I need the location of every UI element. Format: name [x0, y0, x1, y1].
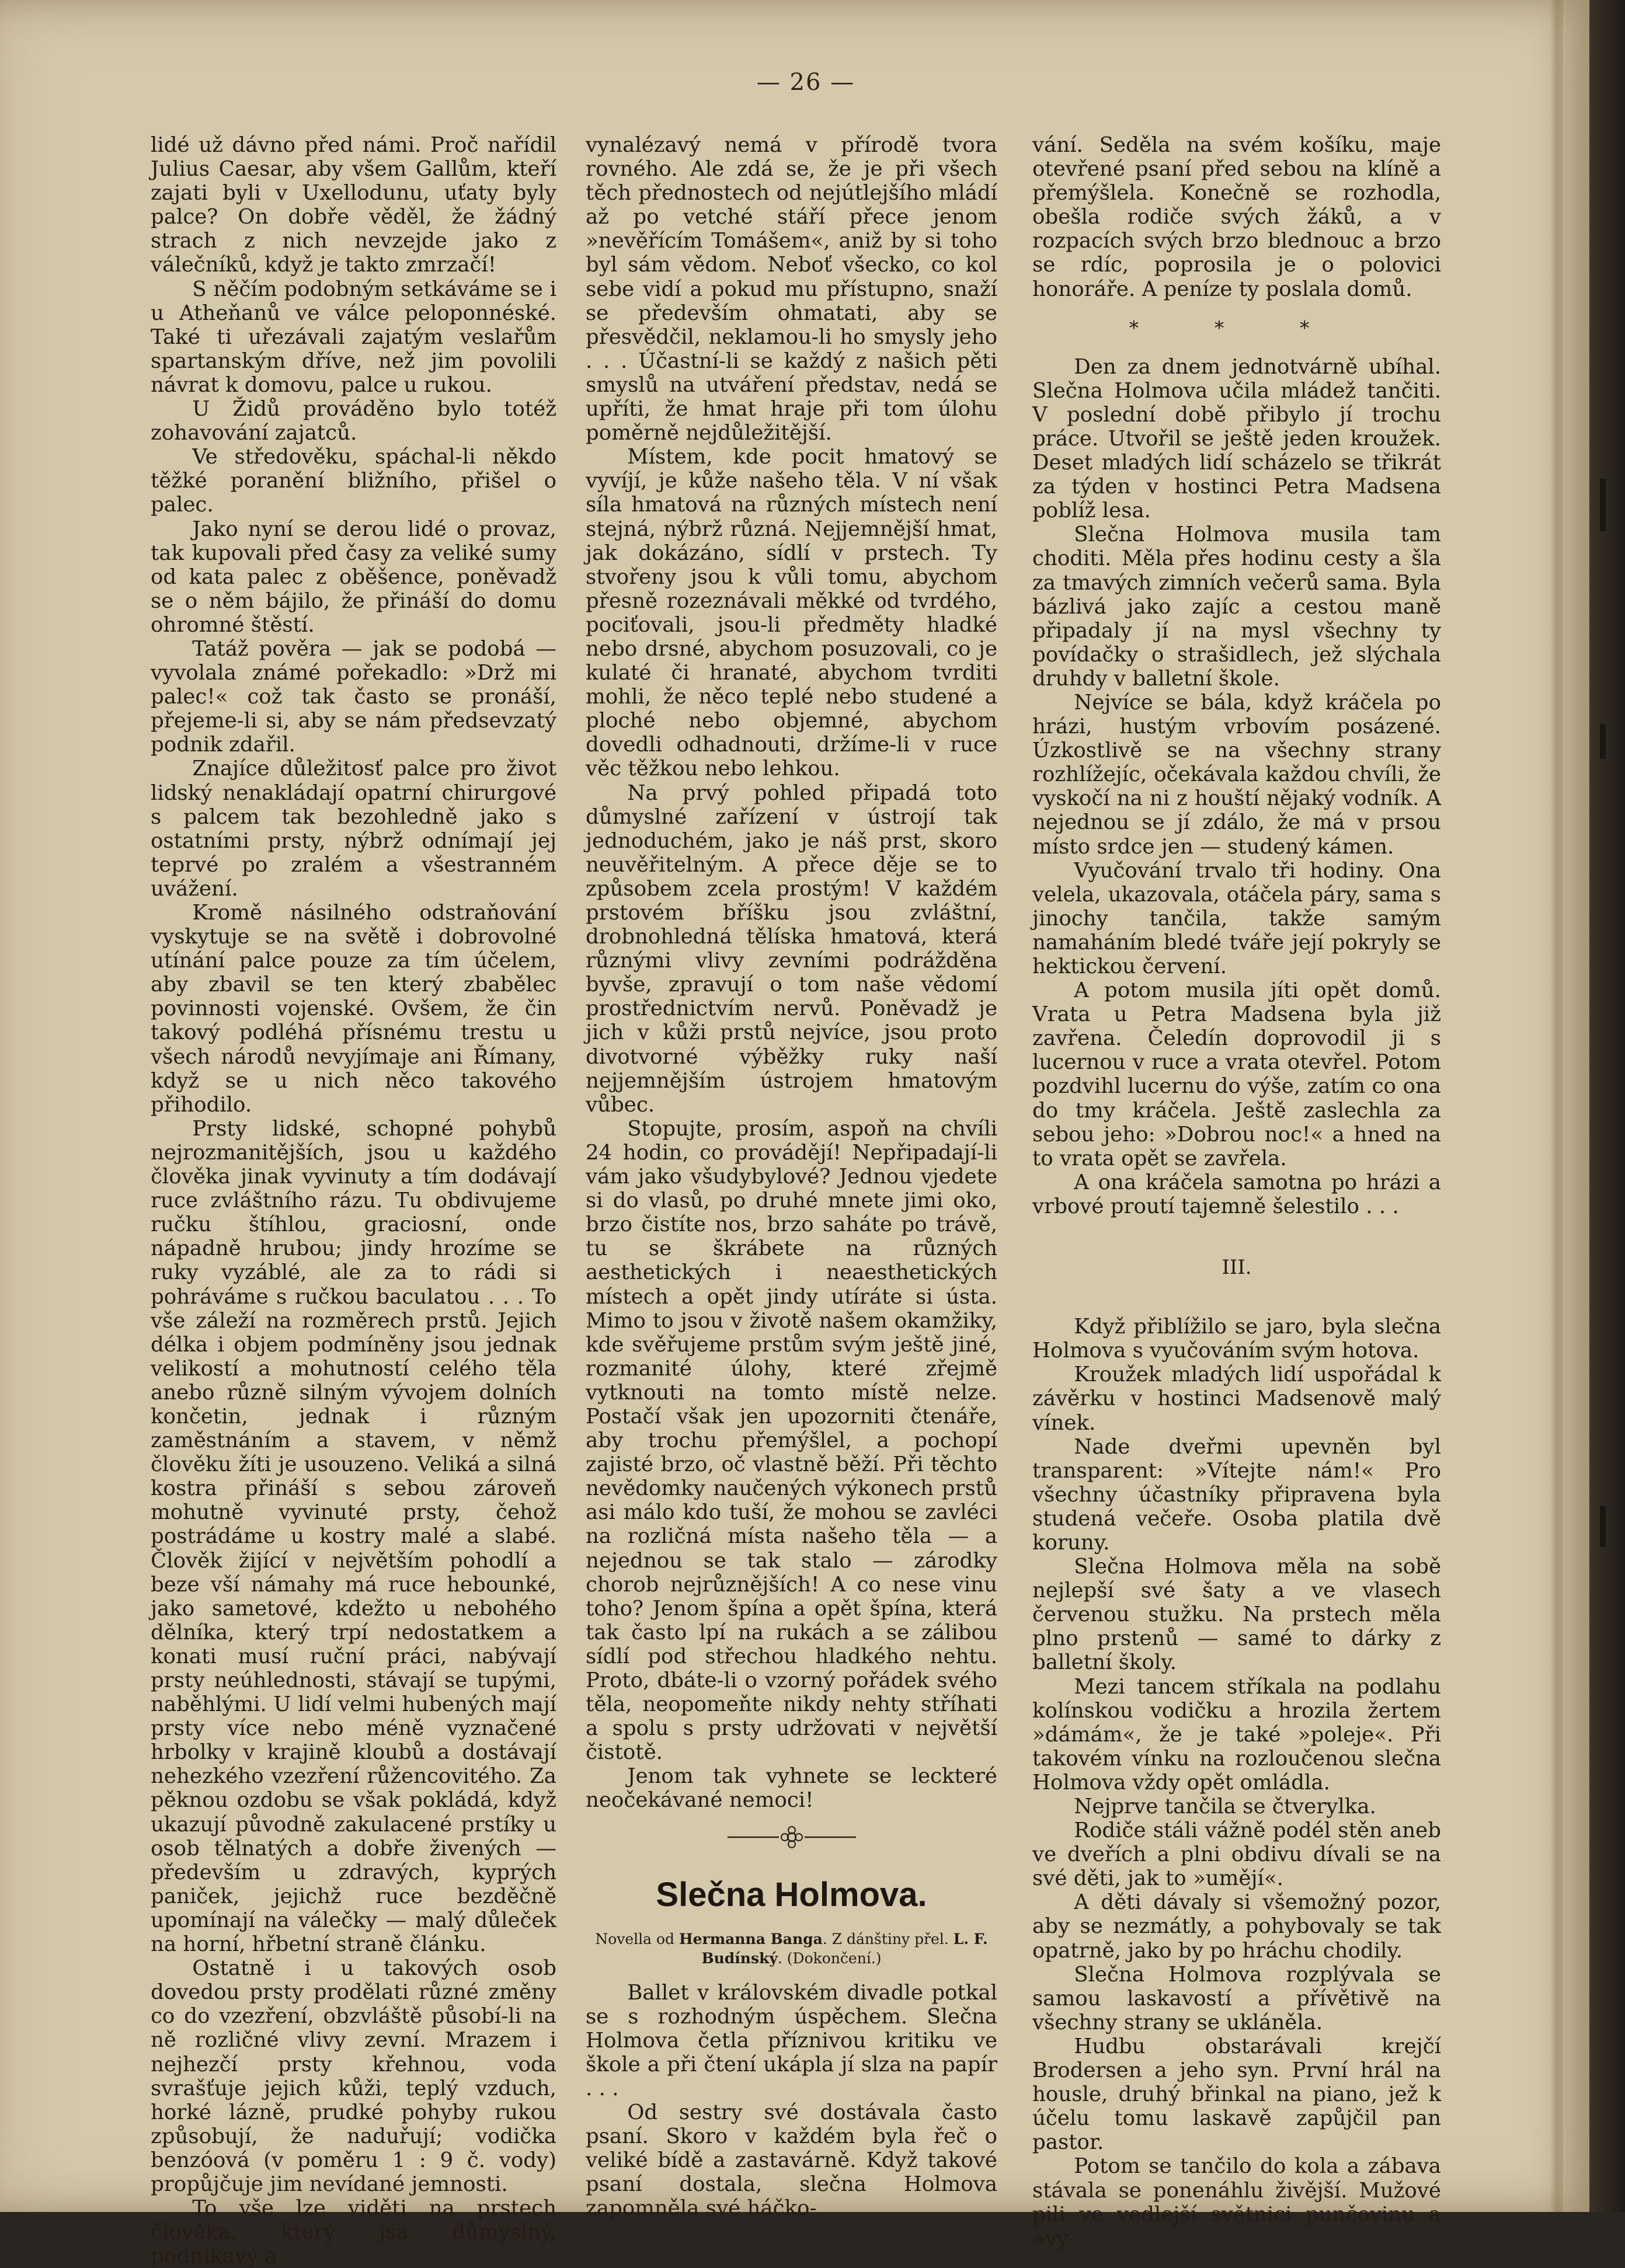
paragraph: Den za dnem jednotvárně ubíhal. Slečna Holmova učila mládež tančiti. V poslední době přibylo jí trochu práce. Utvořil se ještě jeden kroužek. Deset mladých lidí scházelo se třikrát za týden v hostinci Petra Madsena poblíž lesa.	[1032, 354, 1441, 523]
paragraph: A ona kráčela samotna po hrázi a vrbové proutí tajemně šelestilo . . .	[1032, 1170, 1441, 1218]
paragraph: Ballet v královském divadle potkal se s rozhodným úspěchem. Slečna Holmova četla příznivou kritiku ve škole a při čtení ukápla jí slza na papír . . .	[586, 1980, 997, 2100]
stars-divider: * * *	[1129, 316, 1345, 339]
paragraph: Ostatně i u takových osob dovedou prsty prodělati různé změny co do vzezření, obzvláště působí-li na ně rozličné vlivy zevní. Mrazem i nejhezčí prsty křehnou, voda svrašťuje jejich kůži, teplý vzduch, horké lázně, prudké pohyby rukou způsobují, že naduřují; vodička benzóová (v poměru 1 : 9 č. vody) propůjčuje jim nevídané jemnosti.	[151, 1956, 556, 2196]
paragraph: Jenom tak vyhnete se leckteré neočekávané nemoci!	[586, 1764, 997, 1813]
paragraph: Na prvý pohled připadá toto důmyslné zařízení v ústrojí tak jednoduchém, jako je náš prst, skoro neuvěřitelným. A přece děje se to způsobem zcela prostým! V každém prstovém bříšku jsou zvláštní, drobnohledná tělíska hmatová, která různými vlivy zevními podrážděna byvše, zpravují o tom naše vědomí prostřednictvím nervů. Poněvadž je jich v kůži prstů nejvíce, jsou proto divotvorné výběžky ruky naší nejjemnějším ústrojem hmatovým vůbec.	[586, 781, 997, 1117]
byline-author: Hermanna Banga	[679, 1930, 823, 1948]
paragraph: Tatáž pověra — jak se podobá — vyvolala známé pořekadlo: »Drž mi palec!« což tak často se pronáší, přejeme-li si, aby se nám předsevzatý podnik zdařil.	[151, 636, 556, 757]
byline-mid: . Z dánštiny přel.	[822, 1930, 949, 1948]
column-1	[151, 133, 556, 2268]
paragraph: lidé už dávno před námi. Proč nařídil Julius Caesar, aby všem Gallům, kteří zajati byli v Uxellodunu, uťaty byly palce? On dobře věděl, že žádný strach z nich nevzejde jako z válečníků, když je takto zmrzačí!	[151, 133, 556, 277]
paragraph: Slečna Holmova musila tam choditi. Měla přes hodinu cesty a šla za tmavých zimních večerů sama. Byla bázlivá jako zajíc a cestou maně připadaly jí na mysl všechny ty povídačky o strašidlech, jež slýchala druhdy v balletní škole.	[1032, 522, 1441, 691]
paragraph: vynalézavý nemá v přírodě tvora rovného. Ale zdá se, že je při všech těch přednostech od nejútlejšího mládí až po vetché stáří přece jenom »nevěřícím Tomášem«, aniž by si toho byl sám vědom. Neboť všecko, co kol sebe vidí a pokud mu přístupno, snaží se především ohmatati, aby se přesvědčil, neklamou-li ho smysly jeho . . . Účastní-li se každý z našich pěti smyslů na utváření představ, nedá se upříti, že hmat hraje při tom úlohu poměrně nejdůležitější.	[586, 133, 997, 445]
ornament-divider	[586, 1825, 997, 1849]
paragraph: Prsty lidské, schopné pohybů nejrozmanitějších, jsou u každého člověka jinak vyvinuty a tím dodávají ruce zvláštního rázu. Tu obdivujeme ručku štíhlou, graciosní, onde nápadně hrubou; jindy hrozíme se ruky vyzáblé, ale za to rádi si pohráváme s ručkou baculatou . . . To vše záleží na rozměrech prstů. Jejich délka i objem podmíněny jsou jednak velikostí a mohutností celého těla anebo různě silným vývojem dolních končetin, jednak i různým zaměstnáním a stavem, v němž člověku žíti je usouzeno. Veliká a silná kostra přináší s sebou zároveň mohutně vyvinuté prsty, čehož postrádáme u kostry malé a slabé. Člověk žijící v největším pohodlí a beze vší námahy má ruce hebounké, jako sametové, kdežto u nebohého dělníka, který trpí nedostatkem a konati musí ruční práci, nabývají prsty neúhlednosti, stávají se tupými, naběhlými. U lidí velmi hubených mají prsty více nebo méně vyznačené hrbolky v krajině kloubů a dostávají nehezkého vzezření růžencovitého. Za pěknou ozdobu se však pokládá, když ukazují původně zakulacené prstíky u osob tělnatých a dobře živených — především u zdravých, kyprých paniček, jejichž ruce bezděčně upomínají na válečky — malý důleček na horní, hřbetní straně článku.	[151, 1116, 556, 1957]
paragraph: U Židů prováděno bylo totéž zohavování zajatců.	[151, 397, 556, 445]
column-3	[1032, 133, 1441, 2250]
paragraph: Potom se tančilo do kola a zábava stávala se ponenáhlu živější. Mužové pili ve vedlejší světnici punčovinu a »vy-	[1032, 2154, 1441, 2250]
margin-mark	[1600, 479, 1606, 531]
paragraph: Ve středověku, spáchal-li někdo těžké poranění bližního, přišel o palec.	[151, 445, 556, 517]
flourish-icon	[728, 1825, 856, 1849]
paragraph: Hudbu obstarávali krejčí Brodersen a jeho syn. První hrál na housle, druhý břinkal na piano, jež k účelu tomu laskavě zapůjčil pan pastor.	[1032, 2034, 1441, 2155]
paragraph: Znajíce důležitosť palce pro život lidský nenakládají opatrní chirurgové s palcem tak bezohledně jako s ostatními prsty, nýbrž odnímají jej teprvé po zralém a všestranném uvážení.	[151, 757, 556, 901]
paragraph: To vše lze viděti na prstech člověka, který jsa důmyslný, podnikavý a	[151, 2196, 556, 2268]
story-byline	[586, 1929, 997, 1968]
paragraph: A děti dávaly si všemožný pozor, aby se nezmátly, a pohybovaly se tak opatrně, jako by po hráchu chodily.	[1032, 1890, 1441, 1963]
byline-translator: L. F. Budínský	[701, 1930, 988, 1967]
paragraph: Vyučování trvalo tři hodiny. Ona velela, ukazovala, otáčela páry, sama s jinochy tančila, takže samým namaháním bledé tváře její pokryly se hektickou červení.	[1032, 858, 1441, 978]
paragraph: vání. Seděla na svém košíku, maje otevřené psaní před sebou na klíně a přemýšlela. Konečně se rozhodla, obešla rodiče svých žáků, a v rozpacích svých brzo blednouc a brzo se rdíc, poprosila je o polovici honoráře. A peníze ty poslala domů.	[1032, 133, 1441, 301]
paragraph: Slečna Holmova rozplývala se samou laskavostí a přívětivě na všechny strany se ukláněla.	[1032, 1962, 1441, 2034]
paragraph: A potom musila jíti opět domů. Vrata u Petra Madsena byla již zavřena. Čeledín doprovodil ji s lucernou v ruce a vrata otevřel. Potom pozdvihl lucernu do výše, zatím co ona do tmy kráčela. Ještě zaslechla za sebou jeho: »Dobrou noc!« a hned na to vrata opět se zavřela.	[1032, 978, 1441, 1170]
paragraph: Kromě násilného odstraňování vyskytuje se na světě i dobrovolné utínání palce pouze za tím účelem, aby zbavil se ten který zbabělec povinnosti vojenské. Ovšem, že čin takový podléhá přísnému trestu u všech národů nevyjímaje ani Římany, když se u nich něco takového přihodilo.	[151, 901, 556, 1117]
paragraph: Nejvíce se bála, když kráčela po hrázi, hustým vrbovím posázené. Úzkostlivě se na všechny strany rozhlížejíc, očekávala každou chvíli, že vyskočí na ni z houští nějaký vodník. A nejednou se jí zdálo, že má v prsou místo srdce jen — studený kámen.	[1032, 690, 1441, 859]
paragraph: Stopujte, prosím, aspoň na chvíli 24 hodin, co provádějí! Nepřipadají-li vám jako všudybylové? Jednou vjedete si do vlasů, po druhé mnete jimi oko, brzo čistíte nos, brzo saháte po trávě, tu se škrábete na různých aesthetických i neaesthetických místech a opět jindy utíráte si ústa. Mimo to jsou v životě našem okamžiky, kde svěřujeme prstům svým ještě jiné, rozmanité úlohy, které zřejmě vytknouti na tomto místě nelze. Postačí však jen upozorniti čtenáře, aby trochu přemýšlel, a pochopí zajisté brzo, oč vlastně běží. Při těchto nevědomky naučených výkonech prstů asi málo kdo tuší, že mohou se zavléci na rozličná místa našeho těla — a nejednou se tak stalo — zárodky chorob nejrůznějších! A co nese vinu toho? Jenom špína a opět špína, která tak často lpí na rukách a se zálibou sídlí pod střechou hladkého nehtu. Proto, dbáte-li o vzorný pořádek svého těla, neopomeňte nikdy nehty stříhati a spolu s prsty udržovati v největší čistotě.	[586, 1116, 997, 1765]
paragraph: Slečna Holmova měla na sobě nejlepší své šaty a ve vlasech červenou stužku. Na prstech měla plno prstenů — samé to dárky z balletní školy.	[1032, 1555, 1441, 1675]
column-2	[586, 133, 997, 2221]
margin-mark	[1600, 724, 1606, 759]
paragraph: S něčím podobným setkáváme se i u Atheňanů ve válce peloponnéské. Také ti uřezávali zajatým veslařům spartanským dříve, než jim povolili návrat k domovu, palce u rukou.	[151, 277, 556, 397]
spine-shadow	[1589, 0, 1625, 2212]
byline-tail: . (Dokončení.)	[777, 1949, 882, 1967]
paragraph: Jako nyní se derou lidé o provaz, tak kupovali před časy za veliké sumy od kata palec z oběšence, poněvadž se o něm bájilo, že přináší do domu ohromné štěstí.	[151, 517, 556, 637]
paragraph: Rodiče stáli vážně podél stěn aneb ve dveřích a plni obdivu dívali se na své děti, jak to »umějí«.	[1032, 1818, 1441, 1891]
story-title: Slečna Holmova.	[656, 1875, 927, 1914]
paragraph: Když přiblížilo se jaro, byla slečna Holmova s vyučováním svým hotova.	[1032, 1315, 1441, 1363]
paragraph: Mezi tancem stříkala na podlahu kolínskou vodičku a hrozila žertem »dámám«, že je také »poleje«. Při takovém vínku na rozloučenou slečna Holmova vždy opět omládla.	[1032, 1674, 1441, 1795]
margin-mark	[1600, 1506, 1606, 1547]
page-number: — 26 —	[756, 69, 855, 96]
section-numeral: III.	[1222, 1256, 1252, 1280]
byline-lead: Novella od	[595, 1930, 675, 1948]
paragraph: Od sestry své dostávala často psaní. Skoro v každém byla řeč o veliké bídě a zastavárně. Když takové psaní dostala, slečna Holmova zapomněla své háčko-	[586, 2100, 997, 2221]
binding-edge-shadow	[1550, 0, 1563, 2212]
paragraph: Nejprve tančila se čtverylka.	[1074, 1795, 1376, 1818]
paragraph: Kroužek mladých lidí uspořádal k závěrku v hostinci Madsenově malý vínek.	[1032, 1363, 1441, 1435]
paragraph: Místem, kde pocit hmatový se vyvíjí, je kůže našeho těla. V ní však síla hmatová na různých místech není stejná, nýbrž různá. Nejjemnější hmat, jak dokázáno, sídlí v prstech. Ty stvořeny jsou k vůli tomu, abychom přesně rozeznávali měkké od tvrdého, pociťovali, jsou-li předměty hladké nebo drsné, abychom posuzovali, co je kulaté či hranaté, abychom tvrditi mohli, že něco teplé nebo studené a ploché nebo objemné, abychom dovedli odhadnouti, držíme-li v ruce věc těžkou nebo lehkou.	[586, 445, 997, 781]
paragraph: Nade dveřmi upevněn byl transparent: »Vítejte nám!« Pro všechny účastníky připravena byla studená večeře. Osoba platila dvě koruny.	[1032, 1434, 1441, 1555]
